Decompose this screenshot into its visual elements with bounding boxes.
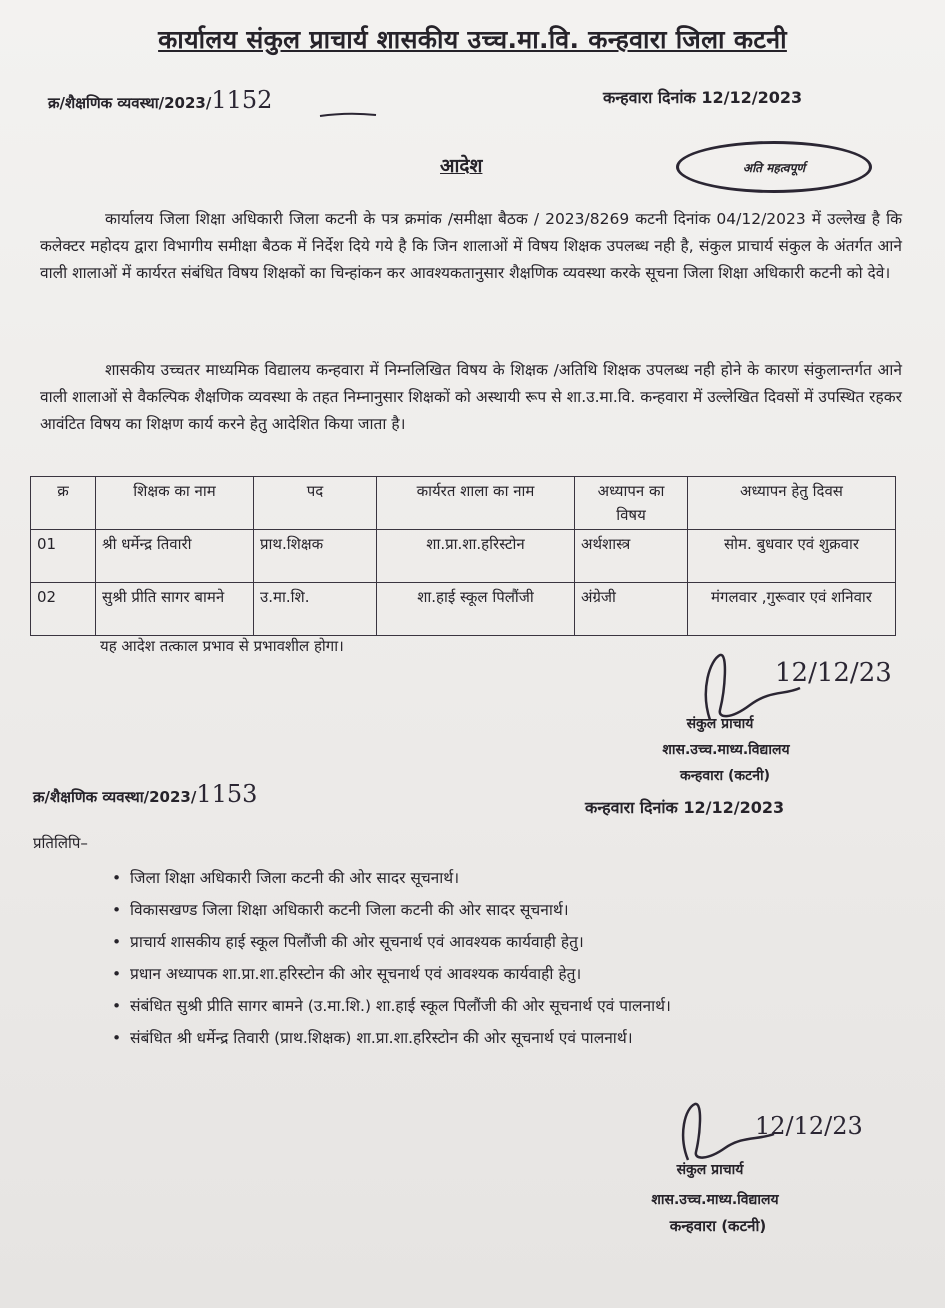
signature-school: शास.उच्च.माध्य.विद्यालय — [662, 742, 790, 758]
cell-serial: 02 — [31, 583, 96, 636]
place-date: कन्हवारा दिनांक 12/12/2023 — [603, 88, 803, 107]
header-cell-serial: क्र — [31, 477, 96, 530]
cell-school: शा.प्रा.शा.हरिस्टोन — [377, 530, 575, 583]
cell-post: प्राथ.शिक्षक — [254, 530, 377, 583]
cell-days: सोम. बुधवार एवं शुक्रवार — [688, 530, 896, 583]
order-paragraph-2-text: शासकीय उच्चतर माध्यमिक विद्यालय कन्हवारा में निम्नलिखित विषय के शिक्षक /अतिथि शिक्षक उपलब्ध नही होने के कारण संकुलान्तर्गत आने वाली शालाओं से वैकल्पिक शैक्षणिक व्यवस्था के तहत निम्नानुसार शिक्षकों को अस्थायी रूप से शा.उ.मा.वि. कन्हवारा में उल्लेखित दिवसों में उपस्थित रहकर आवंटित विषय का शिक्षण कार्य करने हेतु आदेशित किया जाता है। — [40, 361, 902, 433]
second-reference-prefix: क्र/शैक्षणिक व्यवस्था/2023/ — [33, 788, 197, 806]
second-signature-date-handwritten: 12/12/23 — [755, 1112, 863, 1140]
priority-badge-text: अति महत्वपूर्ण — [742, 160, 806, 175]
list-item: • संबंधित सुश्री प्रीति सागर बामने (उ.मा.शि.) शा.हाई स्कूल पिलौंजी की ओर सूचनार्थ एवं पालनार्थ। — [130, 993, 890, 1019]
second-reference-handwritten-number: 1153 — [196, 780, 258, 808]
teacher-assignment-table — [30, 476, 896, 636]
handwritten-underline — [318, 110, 378, 122]
signature-designation: संकुल प्राचार्य — [686, 716, 754, 732]
cell-teacher-name: सुश्री प्रीति सागर बामने — [96, 583, 254, 636]
reference-number — [48, 86, 272, 114]
table-header-row — [31, 477, 896, 530]
header-cell-post: पद — [254, 477, 377, 530]
header-cell-subject: अध्यापन का विषय — [575, 477, 688, 530]
reference-prefix: क्र/शैक्षणिक व्यवस्था/2023/ — [48, 94, 212, 112]
header-cell-days: अध्यापन हेतु दिवस — [688, 477, 896, 530]
cell-teacher-name: श्री धर्मेन्द्र तिवारी — [96, 530, 254, 583]
table-row — [31, 583, 896, 636]
office-title: कार्यालय संकुल प्राचार्य शासकीय उच्च.मा.वि. कन्हवारा जिला कटनी — [158, 25, 787, 54]
list-item: • प्रधान अध्यापक शा.प्रा.शा.हरिस्टोन की ओर सूचनार्थ एवं आवश्यक कार्यवाही हेतु। — [130, 961, 890, 987]
cell-school: शा.हाई स्कूल पिलौंजी — [377, 583, 575, 636]
cell-subject: अर्थशास्त्र — [575, 530, 688, 583]
order-paragraph-1-text: कार्यालय जिला शिक्षा अधिकारी जिला कटनी के पत्र क्रमांक /समीक्षा बैठक / 2023/8269 कटनी दिनांक 04/12/2023 में उल्लेख है कि कलेक्टर महोदय द्वारा विभागीय समीक्षा बैठक में निर्देश दिये गये है कि जिन शालाओं में विषय शिक्षक उपलब्ध नही है, संकुल प्राचार्य संकुल के अंतर्गत आने वाली शालाओं में कार्यरत संबंधित विषय शिक्षकों का चिन्हांकन कर आवश्यकतानुसार शैक्षणिक व्यवस्था करके सूचना जिला शिक्षा अधिकारी कटनी को देवे। — [40, 210, 902, 282]
header-cell-teacher-name: शिक्षक का नाम — [96, 477, 254, 530]
signature-date-handwritten: 12/12/23 — [775, 658, 892, 688]
copy-label: प्रतिलिपि– — [33, 834, 88, 852]
cell-days: मंगलवार ,गुरूवार एवं शनिवार — [688, 583, 896, 636]
order-title: आदेश — [440, 155, 483, 177]
header-cell-school: कार्यरत शाला का नाम — [377, 477, 575, 530]
list-item: • प्राचार्य शासकीय हाई स्कूल पिलौंजी की ओर सूचनार्थ एवं आवश्यक कार्यवाही हेतु। — [130, 929, 890, 955]
cell-subject: अंग्रेजी — [575, 583, 688, 636]
list-item: • जिला शिक्षा अधिकारी जिला कटनी की ओर सादर सूचनार्थ। — [130, 865, 890, 891]
second-reference-number — [33, 780, 257, 808]
second-signature-designation: संकुल प्राचार्य — [676, 1162, 744, 1178]
effect-note: यह आदेश तत्काल प्रभाव से प्रभावशील होगा। — [100, 637, 344, 655]
table-row — [31, 530, 896, 583]
second-signature-school: शास.उच्च.माध्य.विद्यालय — [651, 1192, 779, 1208]
signature-location: कन्हवारा (कटनी) — [679, 768, 770, 784]
reference-handwritten-number: 1152 — [211, 86, 273, 114]
list-item: • संबंधित श्री धर्मेन्द्र तिवारी (प्राथ.शिक्षक) शा.प्रा.शा.हरिस्टोन की ओर सूचनार्थ एवं पालनार्थ। — [130, 1025, 890, 1051]
order-paragraph-2 — [40, 357, 902, 438]
copy-recipient-list — [130, 865, 890, 1057]
second-signature-location: कन्हवारा (कटनी) — [669, 1217, 767, 1235]
cell-serial: 01 — [31, 530, 96, 583]
priority-badge — [676, 141, 872, 193]
second-place-date: कन्हवारा दिनांक 12/12/2023 — [585, 798, 785, 817]
list-item: • विकासखण्ड जिला शिक्षा अधिकारी कटनी जिला कटनी की ओर सादर सूचनार्थ। — [130, 897, 890, 923]
cell-post: उ.मा.शि. — [254, 583, 377, 636]
order-paragraph-1 — [40, 206, 902, 287]
